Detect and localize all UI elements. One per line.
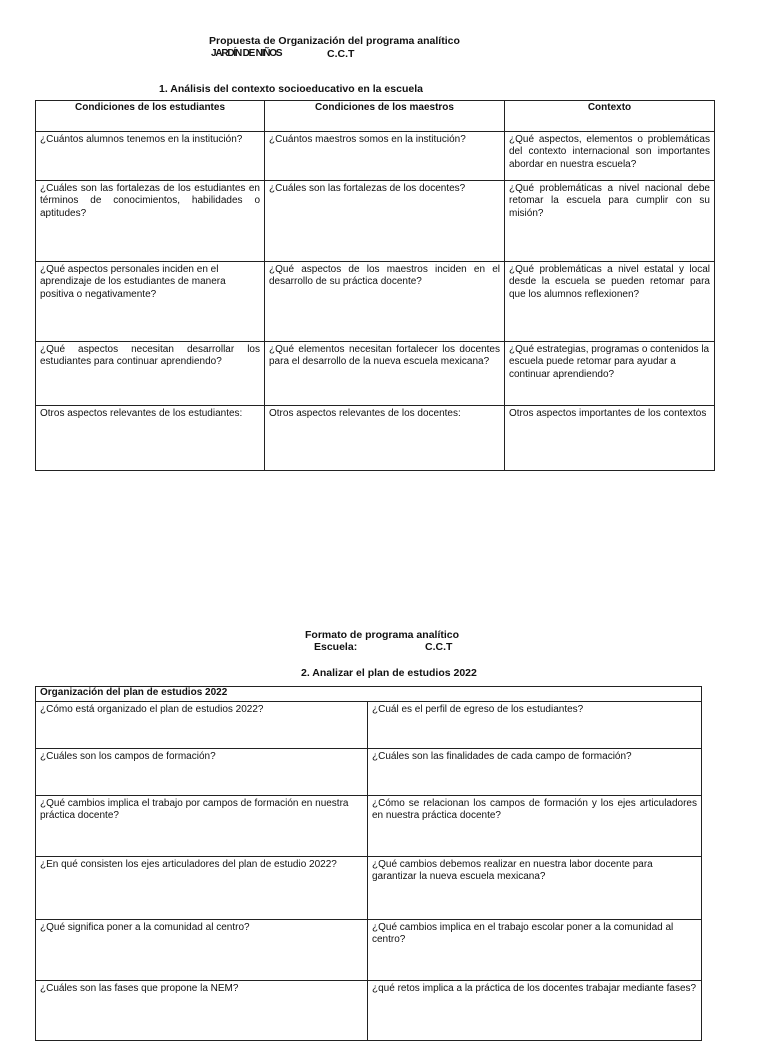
- table-row: [36, 262, 715, 342]
- table-cell: ¿Qué estrategias, programas o contenidos la escuela puede retomar para ayudar a continuar aprendiendo?: [505, 342, 715, 406]
- study-plan-table: [35, 686, 702, 1041]
- table-row: [36, 920, 702, 981]
- table-cell: ¿Cuáles son los campos de formación?: [36, 749, 368, 796]
- table-row: [36, 749, 702, 796]
- table-row: [36, 181, 715, 262]
- header-context: Contexto: [505, 101, 715, 132]
- table-cell: ¿Qué cambios implica el trabajo por campos de formación en nuestra práctica docente?: [36, 796, 368, 857]
- table-row: [36, 981, 702, 1041]
- cct-label-2: C.C.T: [425, 641, 453, 653]
- table-cell: Otros aspectos relevantes de los estudiantes:: [36, 406, 265, 471]
- table-cell: ¿Cuántos alumnos tenemos en la institución?: [36, 132, 265, 181]
- table-cell: ¿Qué significa poner a la comunidad al centro?: [36, 920, 368, 981]
- table-cell: Otros aspectos relevantes de los docentes:: [265, 406, 505, 471]
- table-header-row: [36, 101, 715, 132]
- table-row: [36, 857, 702, 920]
- table-cell: ¿Qué cambios implica en el trabajo escolar poner a la comunidad al centro?: [368, 920, 702, 981]
- table-cell: ¿Cuáles son las finalidades de cada campo de formación?: [368, 749, 702, 796]
- cct-label: C.C.T: [327, 48, 355, 60]
- table-row: [36, 132, 715, 181]
- table-cell: ¿Qué elementos necesitan fortalecer los docentes para el desarrollo de la nueva escuela mexicana?: [265, 342, 505, 406]
- table-cell: ¿Cuáles son las fortalezas de los estudiantes en términos de conocimientos, habilidades o aptitudes?: [36, 181, 265, 262]
- school-label: Escuela:: [314, 641, 358, 653]
- table-cell: ¿Cómo se relacionan los campos de formación y los ejes articuladores en nuestra práctica docente?: [368, 796, 702, 857]
- table-row: [36, 702, 702, 749]
- table-cell: ¿Cómo está organizado el plan de estudios 2022?: [36, 702, 368, 749]
- table-cell: ¿Qué problemáticas a nivel estatal y local desde la escuela se pueden retomar para que los alumnos reflexionen?: [505, 262, 715, 342]
- table-cell: ¿Qué problemáticas a nivel nacional debe retomar la escuela para cumplir con su misión?: [505, 181, 715, 262]
- table-row: [36, 342, 715, 406]
- table-cell: ¿Cuál es el perfil de egreso de los estudiantes?: [368, 702, 702, 749]
- table-row: [36, 406, 715, 471]
- header-teachers: Condiciones de los maestros: [265, 101, 505, 132]
- section-1-heading: 1. Análisis del contexto socioeducativo en la escuela: [159, 83, 423, 95]
- header-students: Condiciones de los estudiantes: [36, 101, 265, 132]
- table-cell: ¿Qué cambios debemos realizar en nuestra labor docente para garantizar la nueva escuela mexicana?: [368, 857, 702, 920]
- table-row: [36, 796, 702, 857]
- table-cell: ¿Qué aspectos de los maestros inciden en el desarrollo de su práctica docente?: [265, 262, 505, 342]
- table-cell: ¿qué retos implica a la práctica de los docentes trabajar mediante fases?: [368, 981, 702, 1041]
- section-2-heading: 2. Analizar el plan de estudios 2022: [301, 667, 477, 679]
- document-title: Propuesta de Organización del programa analítico: [209, 35, 460, 47]
- table-cell: ¿Cuáles son las fortalezas de los docentes?: [265, 181, 505, 262]
- table-cell: ¿Cuáles son las fases que propone la NEM?: [36, 981, 368, 1041]
- format-title: Formato de programa analítico: [305, 629, 460, 641]
- school-name: JARDÍN DE NIÑOS: [211, 48, 282, 59]
- table-cell: Otros aspectos importantes de los contextos: [505, 406, 715, 471]
- table-cell: ¿Qué aspectos, elementos o problemáticas del contexto internacional son importantes abordar en nuestra escuela?: [505, 132, 715, 181]
- table-header-row: [36, 687, 702, 702]
- table-cell: ¿Qué aspectos personales inciden en el aprendizaje de los estudiantes de manera positiva o negativamente?: [36, 262, 265, 342]
- table-header: Organización del plan de estudios 2022: [36, 687, 702, 702]
- table-cell: ¿En qué consisten los ejes articuladores del plan de estudio 2022?: [36, 857, 368, 920]
- table-cell: ¿Cuántos maestros somos en la institución?: [265, 132, 505, 181]
- context-analysis-table: [35, 100, 715, 471]
- table-cell: ¿Qué aspectos necesitan desarrollar los estudiantes para continuar aprendiendo?: [36, 342, 265, 406]
